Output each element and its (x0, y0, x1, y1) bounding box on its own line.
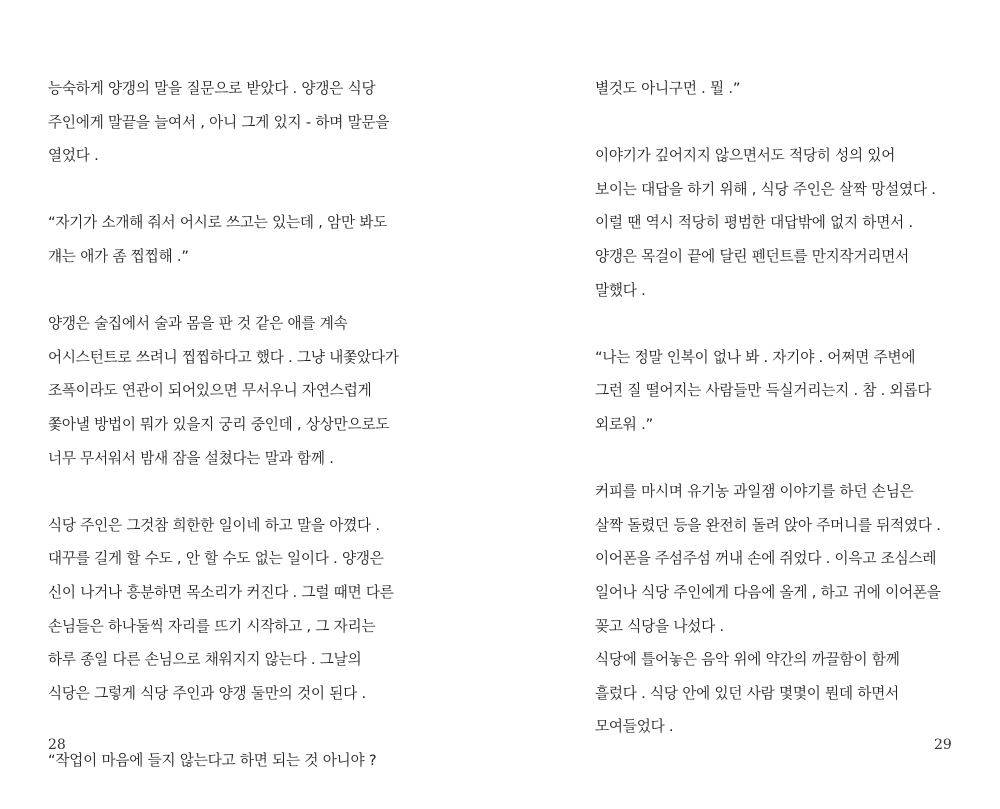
text-line: 흘렀다 . 식당 안에 있던 사람 몇몇이 뭔데 하면서 (595, 684, 900, 702)
text-line: 일어나 식당 주인에게 다음에 올게 , 하고 귀에 이어폰을 (595, 583, 941, 601)
text-line: 쫓아낼 방법이 뭐가 있을지 궁리 중인데 , 상상만으로도 (48, 415, 390, 433)
text-line: “자기가 소개해 줘서 어시로 쓰고는 있는데 , 암만 봐도 (48, 214, 388, 232)
text-line: 이야기가 깊어지지 않으면서도 적당히 성의 있어 (595, 147, 896, 165)
paragraph-break (595, 106, 1000, 140)
text-line: 양갱은 목걸이 끝에 달린 펜던트를 만지작거리면서 (595, 247, 910, 265)
text-line: 커피를 마시며 유기농 과일잼 이야기를 하던 손님은 (595, 483, 914, 501)
text-line: 식당에 틀어놓은 음악 위에 약간의 까끌함이 함께 (595, 651, 900, 669)
paragraph-break (48, 475, 453, 509)
text-line: 꽂고 식당을 나섰다 . (595, 617, 724, 635)
page-number-left: 28 (48, 737, 66, 753)
text-line: 살짝 돌렸던 등을 완전히 돌려 앉아 주머니를 뒤적였다 . (595, 516, 941, 534)
text-line: 열었다 . (48, 147, 99, 165)
paragraph-break (48, 173, 453, 207)
text-line: 이럴 땐 역시 적당히 평범한 대답밖에 없지 하면서 . (595, 214, 913, 232)
paragraph-break (48, 710, 453, 744)
page-number-right: 29 (934, 737, 952, 753)
right-page-text (595, 72, 1000, 744)
paragraph-break (595, 442, 1000, 476)
text-line: 식당 주인은 그것참 희한한 일이네 하고 말을 아꼈다 . (48, 516, 380, 534)
right-page (500, 0, 1000, 809)
text-line: 보이는 대답을 하기 위해 , 식당 주인은 살짝 망설였다 . (595, 180, 936, 198)
text-line: 너무 무서워서 밤새 잠을 설쳤다는 말과 함께 . (48, 449, 334, 467)
text-line: 능숙하게 양갱의 말을 질문으로 받았다 . 양갱은 식당 (48, 80, 376, 97)
text-line: 외로워 .” (595, 415, 653, 433)
text-line: 신이 나거나 흥분하면 목소리가 커진다 . 그럴 때면 다른 (48, 583, 394, 601)
text-line: 걔는 애가 좀 찝찝해 .” (48, 247, 189, 265)
text-line: 손님들은 하나둘씩 자리를 뜨기 시작하고 , 그 자리는 (48, 617, 376, 635)
text-line: 주인에게 말끝을 늘여서 , 아니 그게 있지 - 하며 말문을 (48, 113, 390, 131)
left-page-text (48, 72, 453, 777)
paragraph-break (595, 307, 1000, 341)
paragraph-break (48, 274, 453, 308)
text-line: 별것도 아니구먼 . 뭘 .” (595, 80, 741, 97)
text-line: 대꾸를 길게 할 수도 , 안 할 수도 없는 일이다 . 양갱은 (48, 550, 384, 568)
text-line: 모여들었다 . (595, 718, 674, 736)
text-line: 어시스턴트로 쓰려니 찝찝하다고 했다 . 그냥 내쫓았다가 (48, 348, 399, 366)
text-line: 하루 종일 다른 손님으로 채워지지 않는다 . 그날의 (48, 651, 362, 669)
text-line: 조폭이라도 연관이 되어있으면 무서우니 자연스럽게 (48, 382, 372, 400)
text-line: 말했다 . (595, 281, 646, 299)
text-line: 이어폰을 주섬주섬 꺼내 손에 쥐었다 . 이윽고 조심스레 (595, 550, 937, 568)
text-line: 식당은 그렇게 식당 주인과 양갱 둘만의 것이 된다 . (48, 684, 366, 702)
text-line: 양갱은 술집에서 술과 몸을 판 것 같은 애를 계속 (48, 315, 348, 333)
text-line: “나는 정말 인복이 없나 봐 . 자기야 . 어쩌면 주변에 (595, 348, 916, 366)
text-line: “작업이 마음에 들지 않는다고 하면 되는 것 아니야 ? (48, 751, 377, 769)
text-line: 그런 질 떨어지는 사람들만 득실거리는지 . 참 . 외롭다 (595, 382, 932, 400)
